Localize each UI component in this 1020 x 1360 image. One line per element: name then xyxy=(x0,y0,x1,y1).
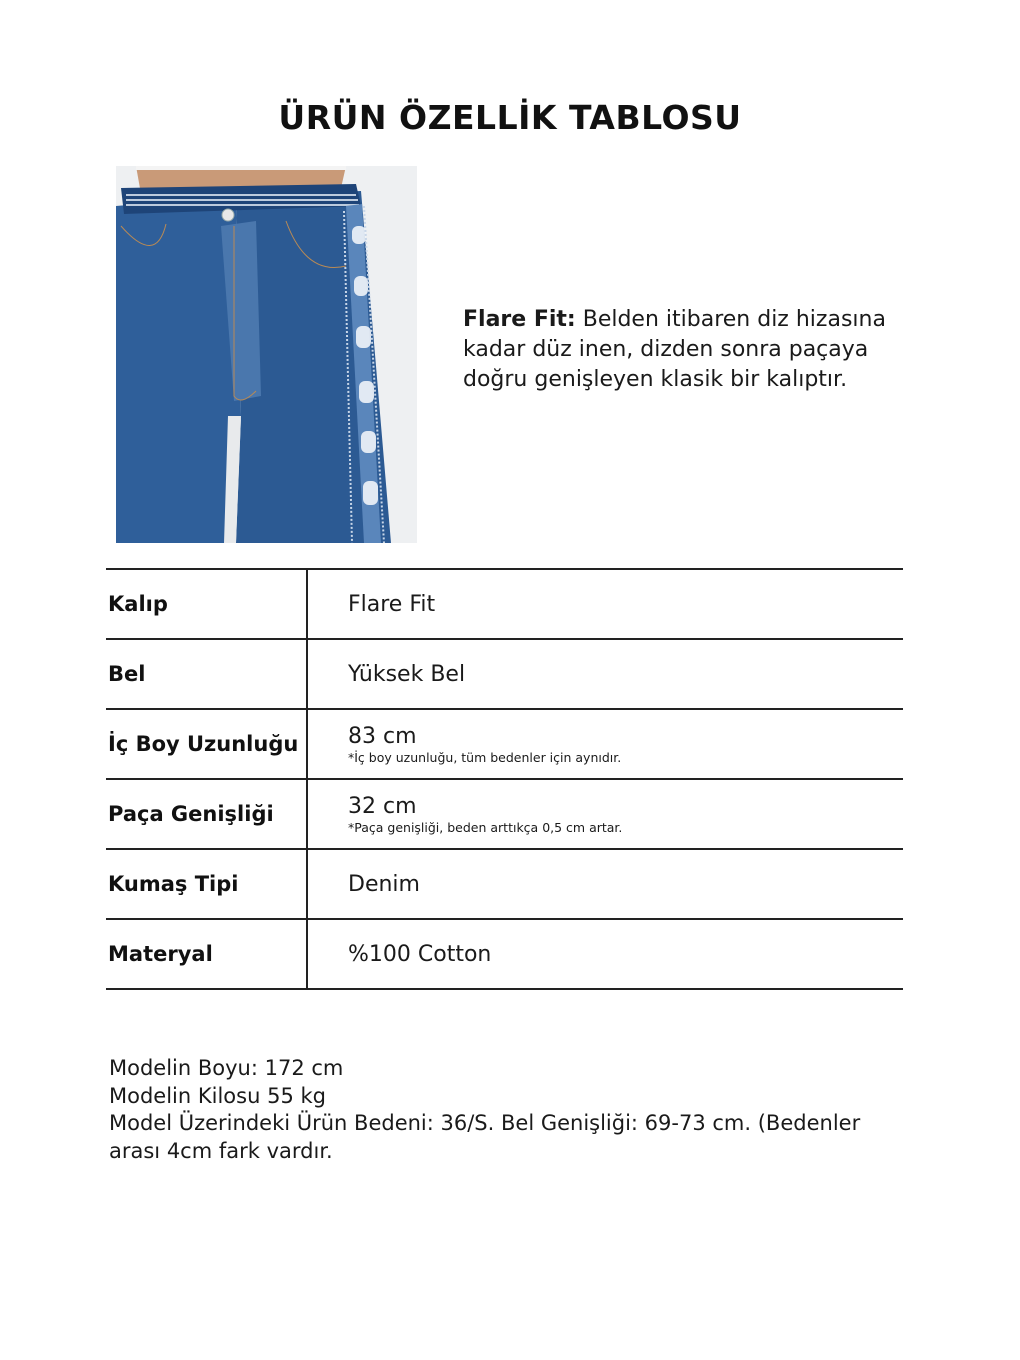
spec-value-cell xyxy=(348,920,903,988)
spec-row xyxy=(106,848,903,918)
spec-value: Yüksek Bel xyxy=(348,661,466,687)
spec-row xyxy=(106,778,903,848)
fit-description-text: Belden itibaren diz hizasına kadar düz inen, dizden sonra paçaya doğru genişleyen klasik bir kalıptır. xyxy=(463,307,886,392)
spec-value: 32 cm xyxy=(348,793,417,819)
spec-note: *İç boy uzunluğu, tüm bedenler için aynıdır. xyxy=(348,749,622,765)
column-divider xyxy=(306,638,308,708)
spec-value: 83 cm xyxy=(348,723,417,749)
spec-row xyxy=(106,708,903,778)
model-size-info: Model Üzerindeki Ürün Bedeni: 36/S. Bel Genişliği: 69-73 cm. (Bedenler arası 4cm fark vardır. xyxy=(109,1111,861,1163)
model-height: Modelin Boyu: 172 cm xyxy=(109,1056,344,1080)
column-divider xyxy=(306,918,308,988)
spec-value-cell xyxy=(348,780,903,848)
spec-key: Kalıp xyxy=(108,592,168,616)
spec-key: Kumaş Tipi xyxy=(108,872,239,896)
model-info xyxy=(109,1055,909,1165)
spec-value: Denim xyxy=(348,871,420,897)
fit-description-label: Flare Fit: xyxy=(463,307,576,332)
spec-key: Bel xyxy=(108,662,146,686)
product-photo xyxy=(116,166,417,543)
column-divider xyxy=(306,708,308,778)
spec-key: Paça Genişliği xyxy=(108,802,274,826)
spec-table xyxy=(106,568,903,990)
model-weight: Modelin Kilosu 55 kg xyxy=(109,1083,326,1108)
column-divider xyxy=(306,568,308,638)
column-divider xyxy=(306,848,308,918)
fit-description xyxy=(463,305,923,395)
spec-value: %100 Cotton xyxy=(348,941,492,967)
spec-key: Materyal xyxy=(108,942,213,966)
spec-row xyxy=(106,568,903,638)
spec-row xyxy=(106,918,903,990)
spec-value-cell xyxy=(348,570,903,638)
spec-value-cell xyxy=(348,640,903,708)
spec-value: Flare Fit xyxy=(348,591,436,617)
spec-value-cell xyxy=(348,710,903,778)
page-title: ÜRÜN ÖZELLİK TABLOSU xyxy=(278,98,742,137)
jeans-image-icon xyxy=(116,166,417,543)
column-divider xyxy=(306,778,308,848)
spec-note: *Paça genişliği, beden arttıkça 0,5 cm artar. xyxy=(348,819,623,835)
spec-value-cell xyxy=(348,850,903,918)
spec-row xyxy=(106,638,903,708)
spec-key: İç Boy Uzunluğu xyxy=(108,732,299,756)
